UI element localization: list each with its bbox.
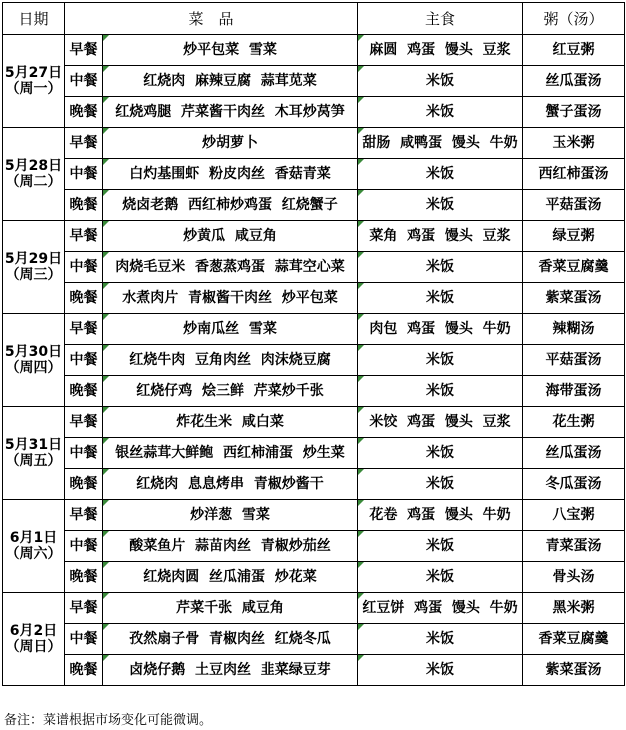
dishes-cell: 卤烧仔鹅 土豆肉丝 韭菜绿豆芽: [103, 655, 358, 686]
header-row: [3, 3, 625, 35]
dishes-cell: 水煮肉片 青椒酱干肉丝 炒平包菜: [103, 283, 358, 314]
staple-cell: 菜角 鸡蛋 馒头 豆浆: [358, 221, 523, 252]
staple-cell: 米饭: [358, 655, 523, 686]
porridge-cell: 黑米粥: [523, 593, 625, 624]
header-staple: 主食: [358, 3, 523, 35]
staple-cell: 红豆饼 鸡蛋 馒头 牛奶: [358, 593, 523, 624]
dishes-cell: 炸花生米 咸白菜: [103, 407, 358, 438]
meal-label: 晚餐: [65, 97, 103, 128]
table-row: [3, 624, 625, 655]
date-text: 6月2日: [9, 623, 58, 639]
meal-label: 晚餐: [65, 283, 103, 314]
staple-cell: 米饭: [358, 376, 523, 407]
header-porridge: 粥（汤）: [523, 3, 625, 35]
table-row: [3, 221, 625, 252]
porridge-cell: 香菜豆腐羹: [523, 624, 625, 655]
meal-label: 早餐: [65, 407, 103, 438]
staple-cell: 米饭: [358, 531, 523, 562]
date-text: 5月31日: [4, 437, 63, 453]
porridge-cell: 绿豆粥: [523, 221, 625, 252]
date-text: 5月28日: [4, 158, 63, 174]
porridge-cell: 海带蛋汤: [523, 376, 625, 407]
porridge-cell: 丝瓜蛋汤: [523, 66, 625, 97]
staple-cell: 甜肠 咸鸭蛋 馒头 牛奶: [358, 128, 523, 159]
meal-label: 中餐: [65, 159, 103, 190]
weekly-menu-table: [2, 2, 625, 686]
staple-cell: 花卷 鸡蛋 馒头 牛奶: [358, 500, 523, 531]
date-cell: [3, 314, 65, 407]
porridge-cell: 西红柿蛋汤: [523, 159, 625, 190]
dishes-cell: 酸菜鱼片 蒜苗肉丝 青椒炒茄丝: [103, 531, 358, 562]
table-row: [3, 531, 625, 562]
dishes-cell: 芹菜千张 咸豆角: [103, 593, 358, 624]
dishes-cell: 炒洋葱 雪菜: [103, 500, 358, 531]
staple-cell: 米饭: [358, 469, 523, 500]
date-cell: [3, 500, 65, 593]
meal-label: 中餐: [65, 531, 103, 562]
porridge-cell: 花生粥: [523, 407, 625, 438]
meal-label: 晚餐: [65, 469, 103, 500]
dishes-cell: 孜然扇子骨 青椒肉丝 红烧冬瓜: [103, 624, 358, 655]
staple-cell: 麻圆 鸡蛋 馒头 豆浆: [358, 35, 523, 66]
weekday-text: （周一）: [5, 81, 62, 97]
porridge-cell: 骨头汤: [523, 562, 625, 593]
table-row: [3, 407, 625, 438]
date-text: 5月27日: [4, 65, 63, 81]
dishes-cell: 炒平包菜 雪菜: [103, 35, 358, 66]
meal-label: 早餐: [65, 314, 103, 345]
porridge-cell: 丝瓜蛋汤: [523, 438, 625, 469]
footnote: 备注：菜谱根据市场变化可能微调。: [4, 713, 213, 728]
porridge-cell: 平菇蛋汤: [523, 190, 625, 221]
porridge-cell: 青菜蛋汤: [523, 531, 625, 562]
weekday-text: （周六）: [5, 546, 62, 562]
staple-cell: 米饭: [358, 283, 523, 314]
staple-cell: 米饭: [358, 252, 523, 283]
meal-label: 晚餐: [65, 655, 103, 686]
table-row: [3, 252, 625, 283]
porridge-cell: 辣糊汤: [523, 314, 625, 345]
meal-label: 晚餐: [65, 190, 103, 221]
meal-label: 早餐: [65, 128, 103, 159]
meal-label: 中餐: [65, 66, 103, 97]
meal-label: 早餐: [65, 593, 103, 624]
porridge-cell: 冬瓜蛋汤: [523, 469, 625, 500]
table-row: [3, 469, 625, 500]
dishes-cell: 红烧肉圆 丝瓜浦蛋 炒花菜: [103, 562, 358, 593]
table-row: [3, 283, 625, 314]
meal-label: 中餐: [65, 438, 103, 469]
table-row: [3, 376, 625, 407]
date-cell: [3, 128, 65, 221]
header-date: 日期: [3, 3, 65, 35]
weekday-text: （周三）: [5, 267, 62, 283]
porridge-cell: 平菇蛋汤: [523, 345, 625, 376]
dishes-cell: 银丝蒜茸大鲜鲍 西红柿浦蛋 炒生菜: [103, 438, 358, 469]
dishes-cell: 炒胡萝卜: [103, 128, 358, 159]
staple-cell: 米饭: [358, 345, 523, 376]
table-row: [3, 97, 625, 128]
staple-cell: 米饭: [358, 66, 523, 97]
staple-cell: 米饭: [358, 159, 523, 190]
table-row: [3, 593, 625, 624]
weekday-text: （周五）: [5, 453, 62, 469]
dishes-cell: 红烧牛肉 豆角肉丝 肉沫烧豆腐: [103, 345, 358, 376]
staple-cell: 米饭: [358, 97, 523, 128]
staple-cell: 米饺 鸡蛋 馒头 豆浆: [358, 407, 523, 438]
staple-cell: 米饭: [358, 562, 523, 593]
date-cell: [3, 593, 65, 686]
staple-cell: 肉包 鸡蛋 馒头 牛奶: [358, 314, 523, 345]
date-text: 5月29日: [4, 251, 63, 267]
porridge-cell: 八宝粥: [523, 500, 625, 531]
meal-label: 早餐: [65, 221, 103, 252]
porridge-cell: 紫菜蛋汤: [523, 655, 625, 686]
menu-body: [3, 35, 625, 686]
table-row: [3, 655, 625, 686]
date-cell: [3, 35, 65, 128]
table-row: [3, 562, 625, 593]
meal-label: 晚餐: [65, 562, 103, 593]
porridge-cell: 紫菜蛋汤: [523, 283, 625, 314]
table-row: [3, 314, 625, 345]
dishes-cell: 红烧肉 麻辣豆腐 蒜茸苋菜: [103, 66, 358, 97]
table-row: [3, 500, 625, 531]
meal-label: 中餐: [65, 624, 103, 655]
weekday-text: （周日）: [5, 639, 62, 655]
dishes-cell: 炒黄瓜 咸豆角: [103, 221, 358, 252]
weekday-text: （周二）: [5, 174, 62, 190]
date-cell: [3, 221, 65, 314]
porridge-cell: 玉米粥: [523, 128, 625, 159]
dishes-cell: 烧卤老鹅 西红柿炒鸡蛋 红烧蟹子: [103, 190, 358, 221]
porridge-cell: 红豆粥: [523, 35, 625, 66]
meal-label: 晚餐: [65, 376, 103, 407]
meal-label: 早餐: [65, 35, 103, 66]
porridge-cell: 蟹子蛋汤: [523, 97, 625, 128]
meal-label: 中餐: [65, 345, 103, 376]
table-row: [3, 66, 625, 97]
table-row: [3, 438, 625, 469]
staple-cell: 米饭: [358, 624, 523, 655]
date-cell: [3, 407, 65, 500]
meal-label: 早餐: [65, 500, 103, 531]
table-row: [3, 190, 625, 221]
weekday-text: （周四）: [5, 360, 62, 376]
porridge-cell: 香菜豆腐羹: [523, 252, 625, 283]
dishes-cell: 白灼基围虾 粉皮肉丝 香菇青菜: [103, 159, 358, 190]
table-row: [3, 35, 625, 66]
dishes-cell: 红烧肉 息息烤串 青椒炒酱干: [103, 469, 358, 500]
table-row: [3, 345, 625, 376]
dishes-cell: 红烧鸡腿 芹菜酱干肉丝 木耳炒莴笋: [103, 97, 358, 128]
dishes-cell: 肉烧毛豆米 香葱蒸鸡蛋 蒜茸空心菜: [103, 252, 358, 283]
date-text: 5月30日: [4, 344, 63, 360]
date-text: 6月1日: [9, 530, 58, 546]
staple-cell: 米饭: [358, 438, 523, 469]
staple-cell: 米饭: [358, 190, 523, 221]
header-dishes: 菜 品: [65, 3, 358, 35]
meal-label: 中餐: [65, 252, 103, 283]
dishes-cell: 炒南瓜丝 雪菜: [103, 314, 358, 345]
table-row: [3, 128, 625, 159]
table-row: [3, 159, 625, 190]
dishes-cell: 红烧仔鸡 烩三鲜 芹菜炒千张: [103, 376, 358, 407]
